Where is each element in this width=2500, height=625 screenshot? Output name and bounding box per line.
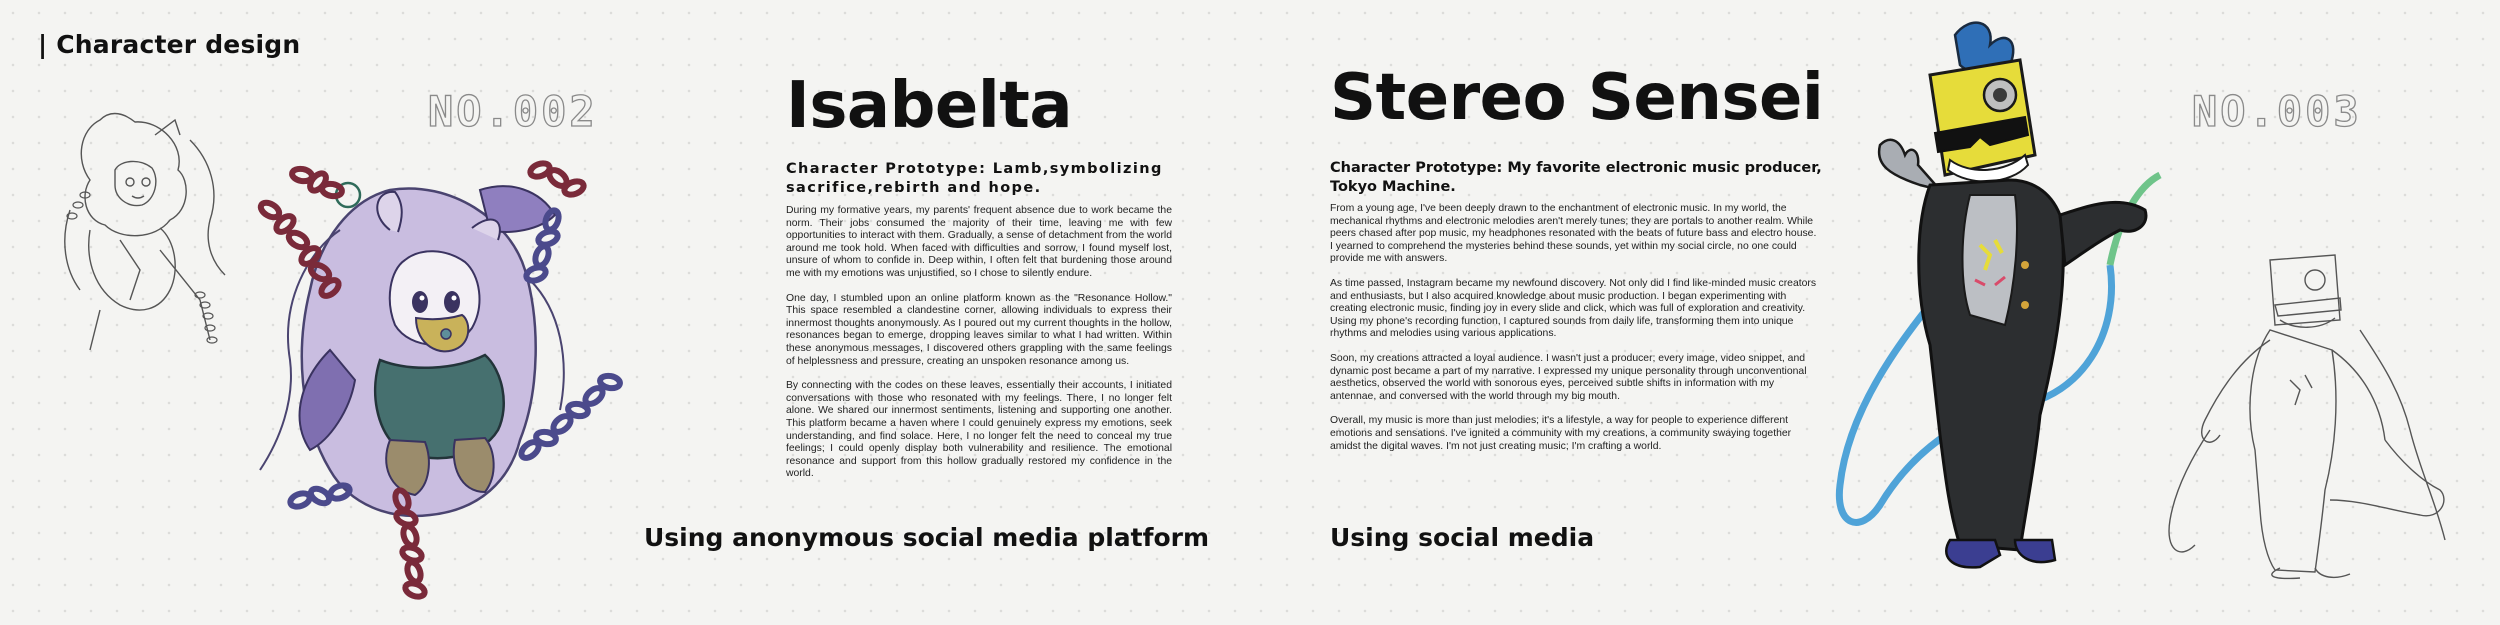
stereo-sensei-illustration	[1820, 15, 2180, 575]
character-number-stereo: NO.003	[2192, 87, 2362, 136]
character-prototype-stereo: Character Prototype: My favorite electronic music producer, Tokyo Machine.	[1330, 160, 1822, 195]
character-number-isabelta: NO.002	[428, 87, 598, 136]
caption-stereo: Using social media	[1330, 523, 1595, 552]
story-text-isabelta	[786, 205, 1172, 493]
story-paragraph: Soon, my creations attracted a loyal audience. I wasn't just a producer; every image, video snippet, and dynamic post became a part of my narrative. I expressed my unique personality through unconventional aesthetics, observed the world with sonorous eyes, perceived subtle shifts in information with my antennae, and conversed with the world through my big mouth.	[1330, 352, 1807, 402]
character-name-isabelta: Isabelta	[786, 69, 1073, 143]
story-paragraph: One day, I stumbled upon an online platform known as the "Resonance Hollow." This space resembled a clandestine corner, allowing individuals to express their innermost thoughts anonymously. As I poured out my current thoughts in the hollow, resonances began to emerge, dropping leaves similar to what I had written. Within these anonymous messages, I discovered others grappling with the same feelings of helplessness and pressure, creating an unspoken resonance among us.	[786, 292, 1172, 367]
story-text-stereo	[1330, 203, 1822, 465]
stereo-sensei-sketch-illustration	[2150, 250, 2450, 580]
isabelta-sketch-illustration	[60, 100, 240, 370]
character-prototype-isabelta: Character Prototype: Lamb,symbolizing sacrifice,rebirth and hope.	[786, 161, 1163, 196]
story-paragraph: Overall, my music is more than just melodies; it's a lifestyle, a way for people to experience different emotions and sensations. I've ignited a community with my creations, a community swaying together amidst the digital waves. I'm not just creating music; I'm crafting a world.	[1330, 415, 1792, 452]
section-title: | Character design	[38, 30, 301, 59]
character-name-stereo: Stereo Sensei	[1330, 61, 1824, 135]
story-paragraph: By connecting with the codes on these leaves, essentially their accounts, I initiated conversations with those who resonated with my feelings. There, I no longer felt alone. We shared our innermost sentiments, listening and supporting one another. This platform became a haven where I could genuinely express my emotions, seek understanding, and find solace. Here, I no longer felt the need to conceal my true feelings; I could openly display both vulnerability and resilience. The emotional resonance and support from this hollow gradually restored my confidence in the world.	[786, 380, 1172, 480]
story-paragraph: From a young age, I've been deeply drawn to the enchantment of electronic music. In my world, the mechanical rhythms and electronic melodies aren't merely tunes; they are portals to another realm. While peers chased after pop music, my headphones resonated with the beats of future bass and electro house. I yearned to comprehend the mysteries behind these sounds, yet within my social circle, no one could provide me with answers.	[1330, 203, 1817, 265]
story-paragraph: As time passed, Instagram became my newfound discovery. Not only did I find like-minded music creators and enthusiasts, but I also acquired knowledge about music production. I began experimenting with creating electronic music, finding joy in every slide and click, which was full of exploration and creativity. Using my phone's recording function, I captured sounds from daily life, transforming them into unique rhythms and melodies using various applications.	[1330, 277, 1817, 340]
caption-isabelta: Using anonymous social media platform	[644, 523, 1210, 552]
isabelta-illustration	[240, 120, 660, 620]
story-paragraph: During my formative years, my parents' frequent absence due to work became the norm. Their jobs consumed the majority of their time, leaving me with few opportunities to interact with them. Gradually, a sense of detachment from the world around me took hold. When faced with difficulties and sorrow, I found myself lost, unsure of whom to confide in. Deep within, I often felt that burdening those around me with my emotions was unjustified, so I chose to silently endure.	[786, 205, 1172, 279]
